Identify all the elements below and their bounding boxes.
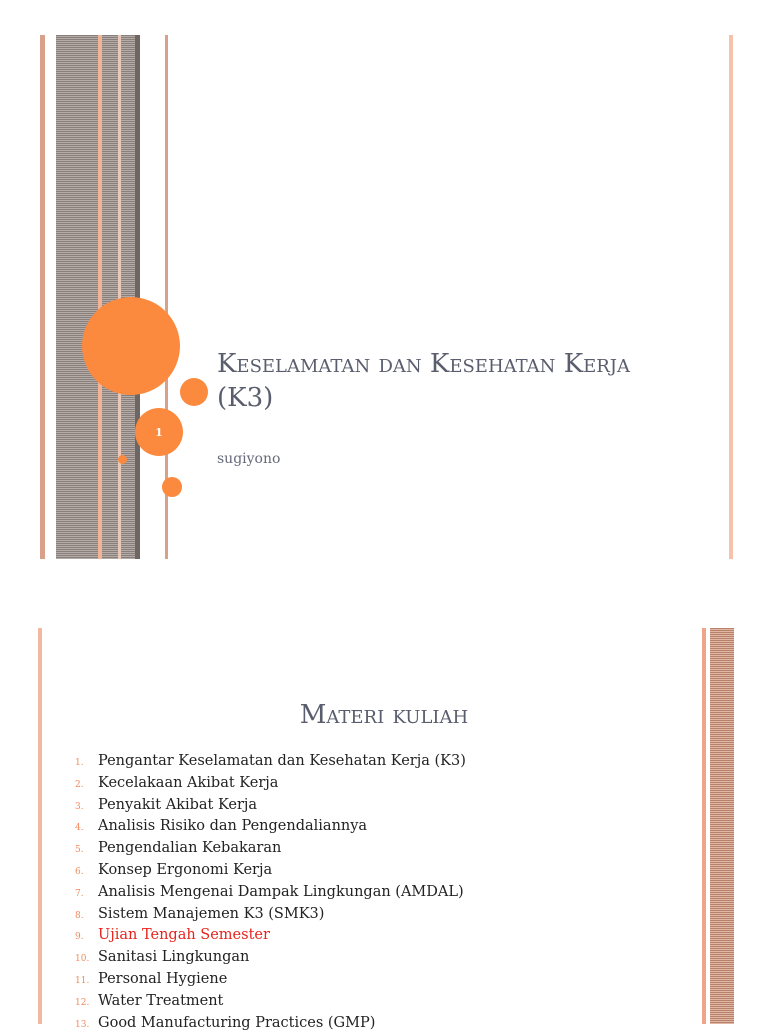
slide-title: Materi kuliah bbox=[299, 700, 469, 730]
list-item: 2. Kecelakaan Akibat Kerja bbox=[75, 774, 279, 791]
slide-number: 1 bbox=[155, 425, 163, 439]
list-item: 12. Water Treatment bbox=[75, 992, 224, 1009]
list-item: 7. Analisis Mengenai Dampak Lingkungan (AMDAL) bbox=[75, 883, 464, 900]
list-item: 8. Sistem Manajemen K3 (SMK3) bbox=[75, 905, 325, 922]
decor-circle-small bbox=[162, 477, 182, 497]
decor-bar bbox=[98, 35, 102, 559]
decor-stripes bbox=[710, 628, 734, 1024]
decor-bar bbox=[729, 35, 733, 559]
list-item: 5. Pengendalian Kebakaran bbox=[75, 840, 282, 857]
slide-title: Keselamatan dan Kesehatan Kerja (K3) bbox=[217, 349, 631, 413]
list-item: 1. Pengantar Keselamatan dan Kesehatan Kerja (K3) bbox=[75, 753, 466, 769]
list-item-highlighted: 9. Ujian Tengah Semester bbox=[75, 927, 270, 944]
list-item: 13. Good Manufacturing Practices (GMP) bbox=[75, 1014, 376, 1031]
list-item: 11. Personal Hygiene bbox=[75, 970, 228, 987]
decor-bar bbox=[38, 628, 42, 1024]
decor-circle-tiny bbox=[118, 455, 127, 464]
list-item: 10. Sanitasi Lingkungan bbox=[75, 949, 250, 966]
list-item: 3. Penyakit Akibat Kerja bbox=[75, 796, 258, 813]
slide-author: sugiyono bbox=[217, 451, 281, 467]
decor-bar bbox=[702, 628, 706, 1024]
slide-2 bbox=[0, 600, 768, 1031]
list-item: 4. Analisis Risiko dan Pengendaliannya bbox=[75, 818, 368, 835]
decor-circle-medium bbox=[180, 378, 208, 406]
slide-number-badge bbox=[135, 408, 183, 456]
list-item: 6. Konsep Ergonomi Kerja bbox=[75, 861, 273, 878]
course-topic-list bbox=[75, 753, 466, 1036]
decor-bar bbox=[40, 35, 45, 559]
decor-circle-large bbox=[82, 297, 180, 395]
